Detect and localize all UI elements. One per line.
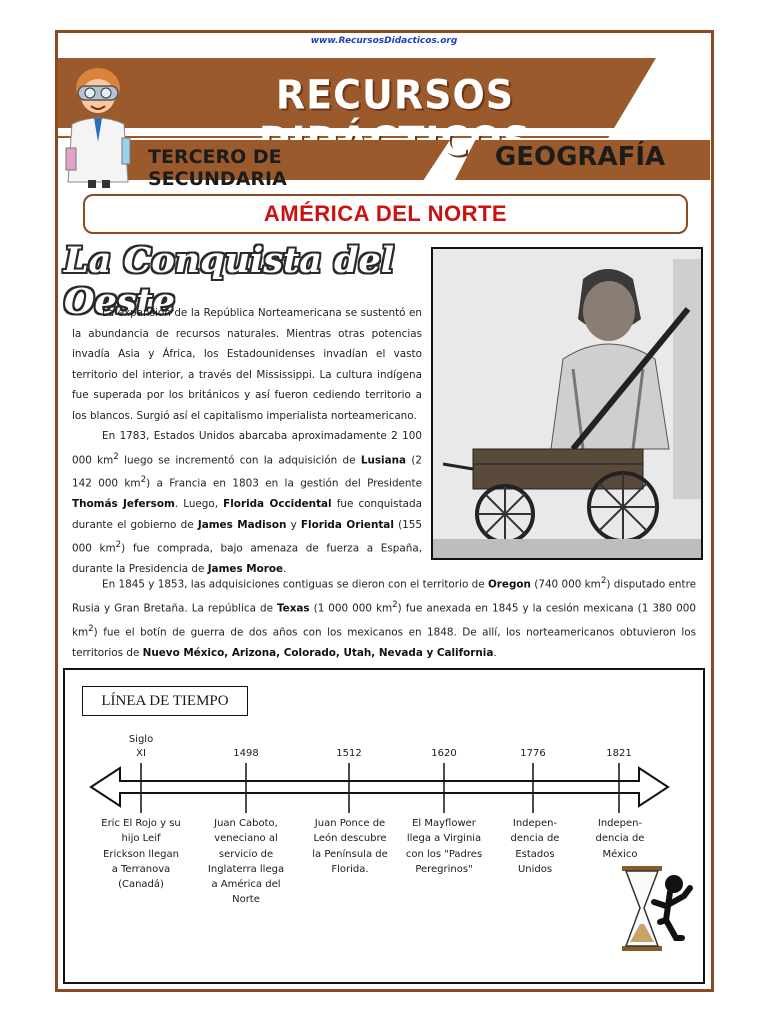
paragraph: En 1845 y 1853, las adquisiciones contiguas se dieron con el territorio de Oregon (740 000 $km^2$) disputado entre Rusia y Gran Bretaña. La república de Texas (1 000 000 $km^2$) fue anexada en 1845 y la cesión mexicana (1 380 000 $km^2$) fue el botín de guerra de dos años con los mexicanos en 1848. De allí, los norteamericanos obtuvieron los territorios de Nuevo México, Arizona, Colorado, Utah, Nevada y California.: [72, 576, 697, 659]
timeline-year: 1776: [520, 748, 546, 759]
timeline-year: 1512: [336, 748, 362, 759]
timeline-year: 1620: [431, 748, 457, 759]
timeline-event: Eric El Rojo y su hijo Leif Erickson llegan a Terranova (Canadá): [101, 818, 181, 891]
timeline-event: Juan Ponce de León descubre la Península de Florida.: [312, 818, 388, 875]
expansion-paragraph: [72, 571, 696, 663]
page-title-box: [83, 194, 688, 234]
intro-paragraphs: [72, 303, 422, 580]
scientist-mascot-icon: [60, 62, 138, 190]
timeline-label: LÍNEA DE TIEMPO: [82, 686, 248, 716]
brand-title: RECURSOS: [275, 71, 515, 118]
timeline-year: 1821: [606, 748, 632, 759]
timeline-event: Indepen-dencia de Estados Unidos: [510, 818, 560, 875]
timeline-event: Juan Caboto, veneciano al servicio de Inglaterra llega a América del Norte: [207, 818, 285, 906]
site-url[interactable]: www.RecursosDidacticos.org: [310, 36, 458, 46]
paragraph: La expansión de la República Norteamericana se sustentó en la abundancia de recursos naturales. Mientras otras potencias invadía Asia y África, los Estadounidenses invadían el vasto territorio del interior, a través del Mississippi. La cultura indígena fue superada por los británicos y así fueron cediendo territorio a los blancos. Surgió así el capitalismo imperialista norteamericano.: [72, 307, 422, 422]
paragraph: En 1783, Estados Unidos abarcaba aproximadamente 2 100 000 $km^2$ luego se incrementó con la adquisición de Lusiana (2 142 000 $km^2$) a Francia en 1803 en la gestión del Presidente Thomás Jefersom. Luego, Florida Occidental fue conquistada durante el gobierno de James Madison y Florida Oriental (155 000 $km^2$) fue comprada, bajo amenaza de fuerza a España, durante la Presidencia de James Moroe.: [72, 430, 422, 576]
section-title: La Conquista del Oeste: [64, 240, 395, 322]
page-title: AMÉRICA DEL NORTE: [263, 201, 508, 226]
timeline-year: Siglo XI: [128, 734, 154, 759]
banner-divider: [58, 128, 708, 136]
warrior-wagon-illustration: [433, 249, 701, 558]
hourglass-icon: [620, 862, 700, 954]
timeline-event: Indepen-dencia de México: [595, 818, 645, 860]
timeline-event: El Mayflower llega a Virginia con los "Padres Peregrinos": [405, 818, 483, 875]
historical-photo: [431, 247, 703, 560]
timeline-year: 1498: [233, 748, 259, 759]
subject-label: GEOGRAFÍA: [494, 142, 666, 172]
grade-label: TERCERO DE SECUNDARIA: [148, 146, 287, 190]
